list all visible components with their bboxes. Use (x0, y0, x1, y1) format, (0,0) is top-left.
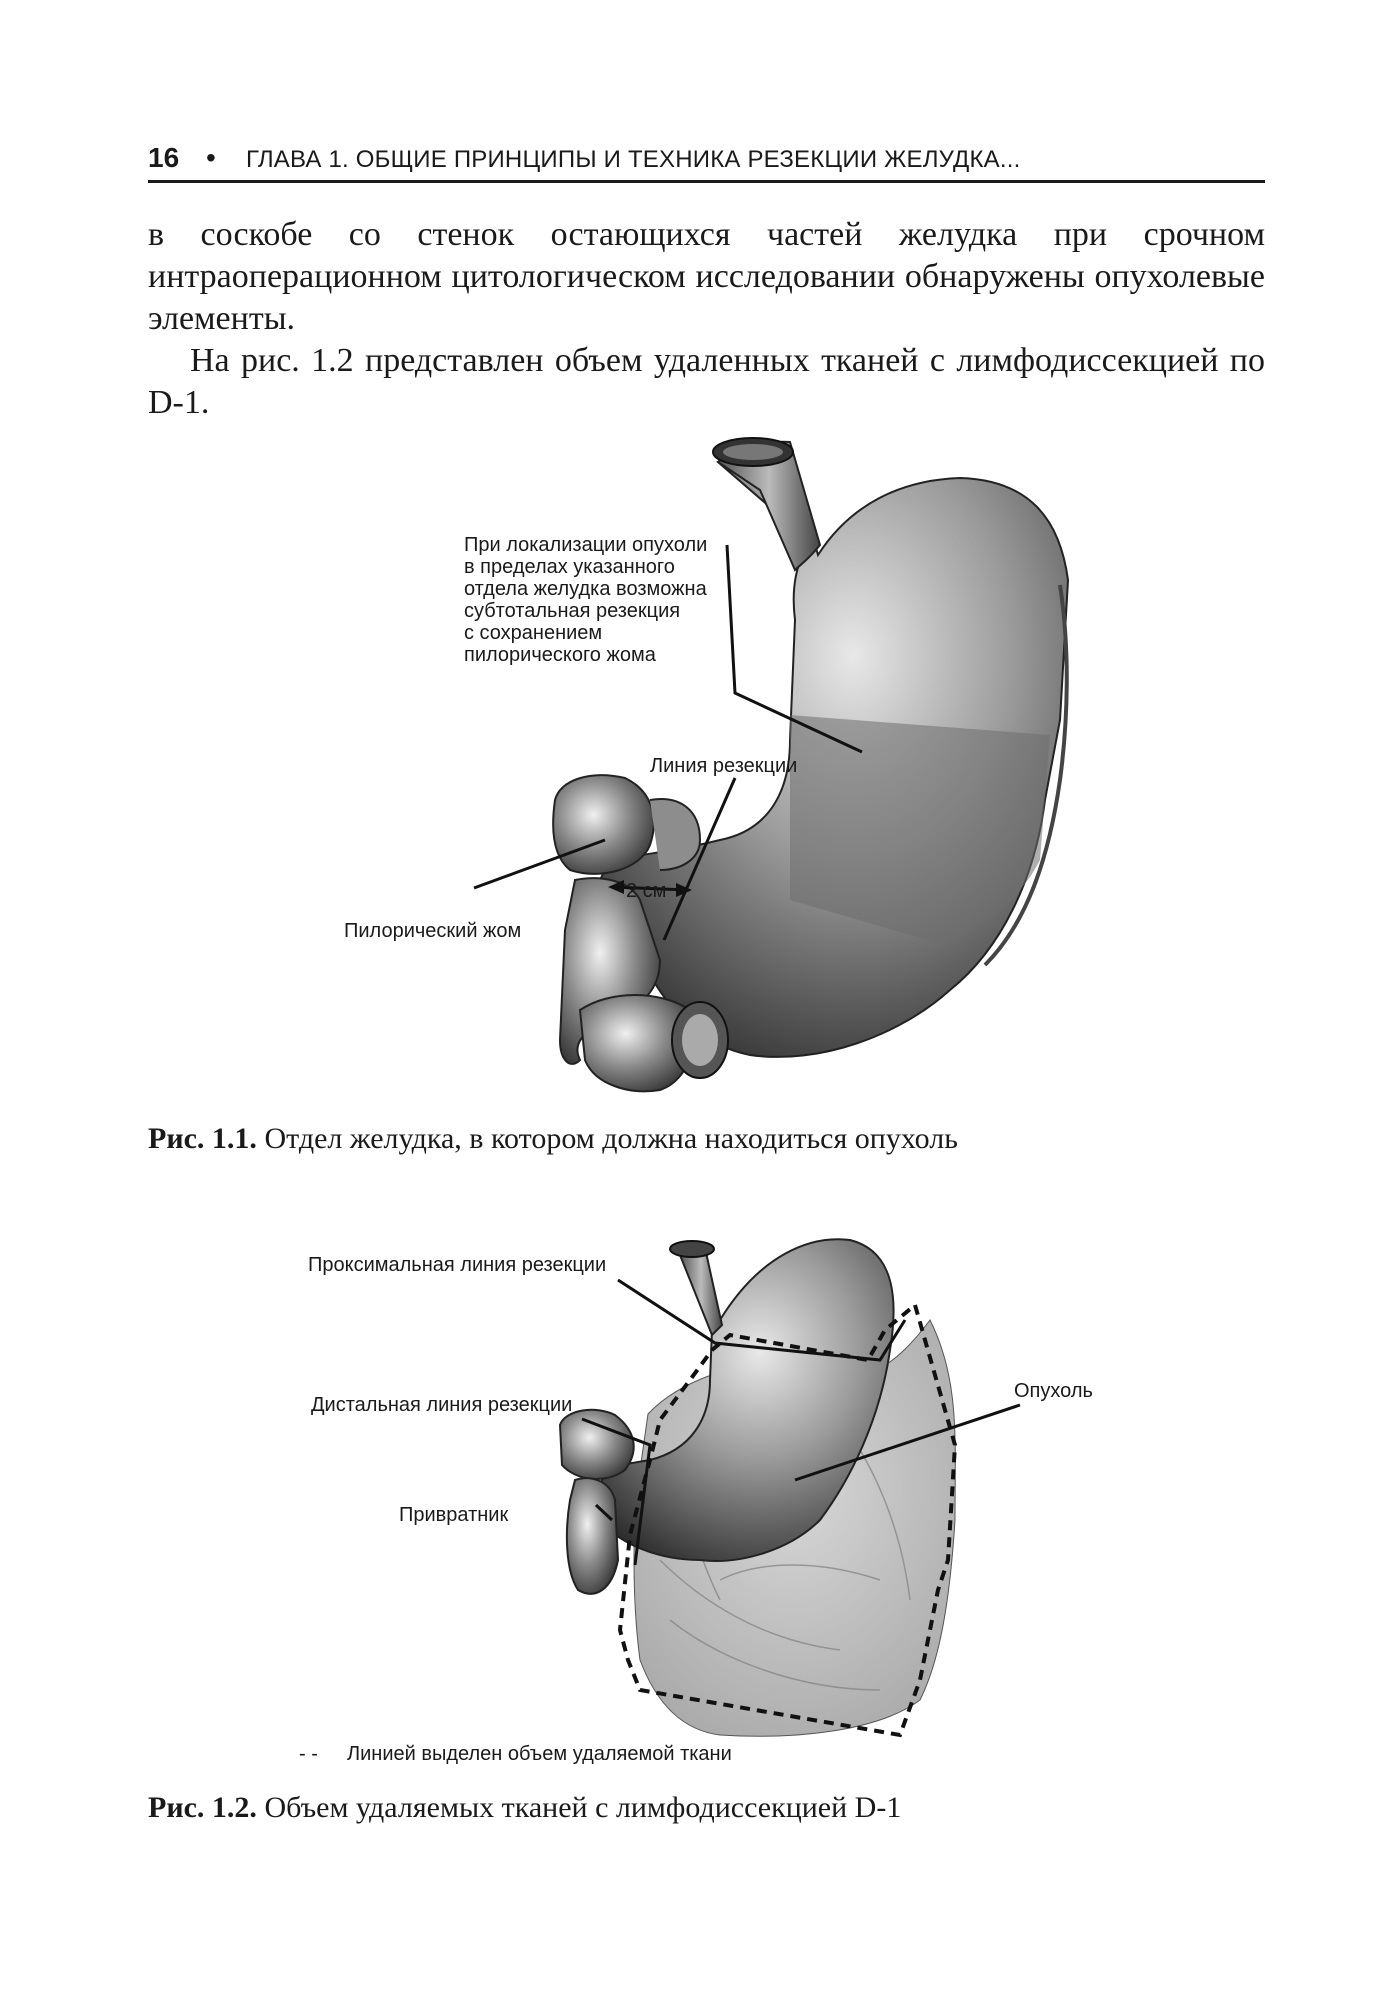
bullet-icon: • (206, 142, 216, 173)
distance-label: 2 см (626, 880, 667, 902)
pyloric-sphincter-label: Пилорический жом (344, 920, 522, 942)
figure-2-caption-number: Рис. 1.2. (148, 1791, 257, 1824)
tumor-location-note-line-2: в пределах указанного (464, 556, 675, 578)
legend-dashed-symbol: - - (299, 1743, 318, 1765)
stomach-drawing-2 (560, 1239, 955, 1736)
tumor-location-note-line-4: субтотальная резекция (464, 600, 681, 622)
figure-1-caption (148, 1122, 958, 1156)
paragraph-1: в соскобе со стенок остающихся частей желудка при срочном интраоперационном цитологическом исследовании обнаружены опухолевые элементы. (148, 216, 1265, 337)
tumor-location-note-line-5: с сохранением (464, 622, 603, 644)
tumor-location-note-line-3: отдела желудка возможна (464, 578, 707, 600)
figure-2-caption (148, 1791, 901, 1825)
chapter-title: ГЛАВА 1. ОБЩИЕ ПРИНЦИПЫ И ТЕХНИКА РЕЗЕКЦИИ ЖЕЛУДКА... (246, 146, 1021, 173)
legend-text: Линией выделен объем удаляемой ткани (347, 1743, 732, 1765)
page-number: 16 (148, 142, 180, 173)
paragraph-2: На рис. 1.2 представлен объем удаленных тканей с лимфодиссекцией по D-1. (148, 342, 1265, 421)
tumor-location-note-line-6: пилорического жома (464, 644, 656, 666)
proximal-resection-line-label: Проксимальная линия резекции (308, 1254, 607, 1276)
pylorus-label: Привратник (399, 1504, 509, 1526)
figure-1-caption-text: Отдел желудка, в котором должна находиться опухоль (264, 1122, 958, 1155)
figure-2-caption-text: Объем удаляемых тканей с лимфодиссекцией D-1 (264, 1791, 902, 1824)
distal-resection-line-label: Дистальная линия резекции (311, 1394, 573, 1416)
resection-line-label: Линия резекции (650, 755, 798, 777)
tumor-location-note-line-1: При локализации опухоли (464, 534, 708, 556)
figure-1-caption-number: Рис. 1.1. (148, 1122, 257, 1155)
tumor-label: Опухоль (1014, 1380, 1093, 1402)
